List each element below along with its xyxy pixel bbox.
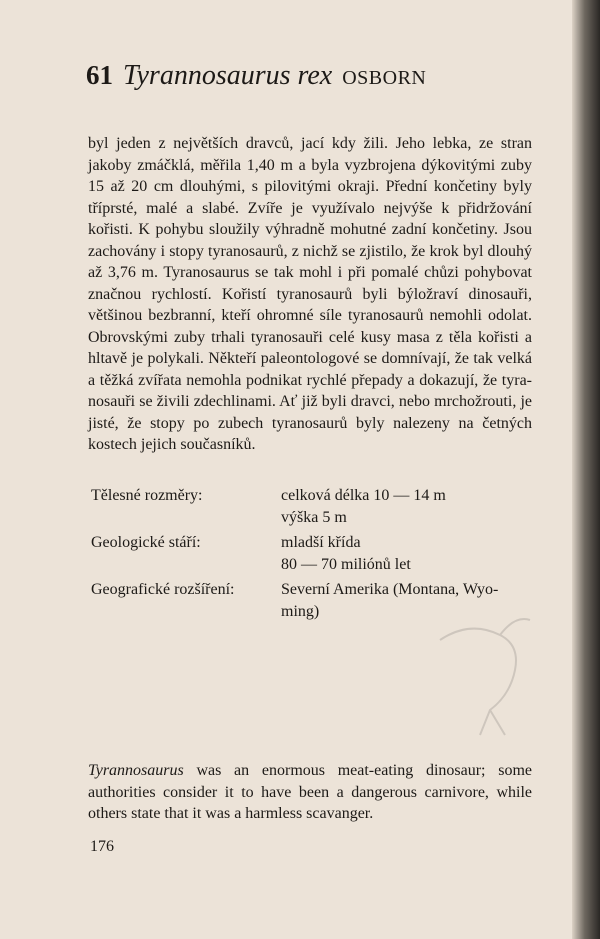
spec-row-age	[91, 532, 531, 575]
english-text: was an enormous meat-eating dinosaur; some authorities consider it to have been a dangerous carnivore, while others state that it was a harmless scavanger.	[88, 762, 532, 822]
body-paragraph: byl jeden z největších dravců, jací kdy žili. Jeho lebka, ze stran jakoby zmáčklá, měřila 1,40 m a byla vyzbrojena dýkovitými zuby 15 až 20 cm dlouhými, s pilovitými okraji. Přední končetiny byly tříprsté, malé a slabé. Zvíře je využívalo nejvýše k přidržování kořisti. K pohybu sloužily výhradně mohutné zadní končetiny. Jsou zachovány i stopy tyranosaurů, z nichž se zjistilo, že krok byl dlouhý až 3,76 m. Tyranosaurus se tak mohl i při pomalé chůzi pohybovat značnou rychlostí. Kořistí tyranosaurů byli býložraví dinosauři, většinou bezbranní, kteří ohromné síle tyranosaurů nemohli odolat. Obrovskými zuby trhali tyranosauři celé kusy masa z těla kořisti a hltavě je polykali. Někteří paleontologové se domnívají, že tak velká a těžká zvířata nemohla podnikat rychlé přepady a dokazují, že tyranosauři se živili zdechlinami. Ať již byli dravci, nebo mrchožrouti, je jisté, že stopy po zubech tyranosaurů byly nalezeny na četných kostech jejich současníků.	[88, 135, 532, 453]
spec-label: Geologické stáří:	[91, 534, 201, 551]
english-term: Tyrannosaurus	[88, 762, 184, 779]
spec-value: Severní Amerika (Montana, Wyo-ming)	[281, 581, 499, 620]
chapter-author: OSBORN	[342, 67, 427, 89]
spec-value: mladší křída	[281, 534, 361, 551]
spec-value: 80 — 70 miliónů let	[281, 555, 411, 573]
spec-value: výška 5 m	[281, 508, 347, 526]
english-summary	[88, 760, 532, 825]
page-edge-shadow	[572, 0, 600, 939]
spec-label: Tělesné rozměry:	[91, 487, 203, 504]
spec-value: celková délka 10 — 14 m	[281, 487, 446, 504]
chapter-header	[86, 62, 426, 90]
spec-row-dimensions	[91, 485, 531, 528]
spec-values	[281, 579, 531, 622]
spec-label: Geografické rozšíření:	[91, 581, 235, 598]
spec-values	[281, 532, 531, 575]
specs-table	[91, 485, 531, 626]
spec-row-distribution	[91, 579, 531, 622]
chapter-title: Tyrannosaurus rex	[123, 60, 333, 91]
page-number: 176	[90, 838, 114, 855]
chapter-number: 61	[86, 60, 113, 90]
spec-values	[281, 485, 531, 528]
